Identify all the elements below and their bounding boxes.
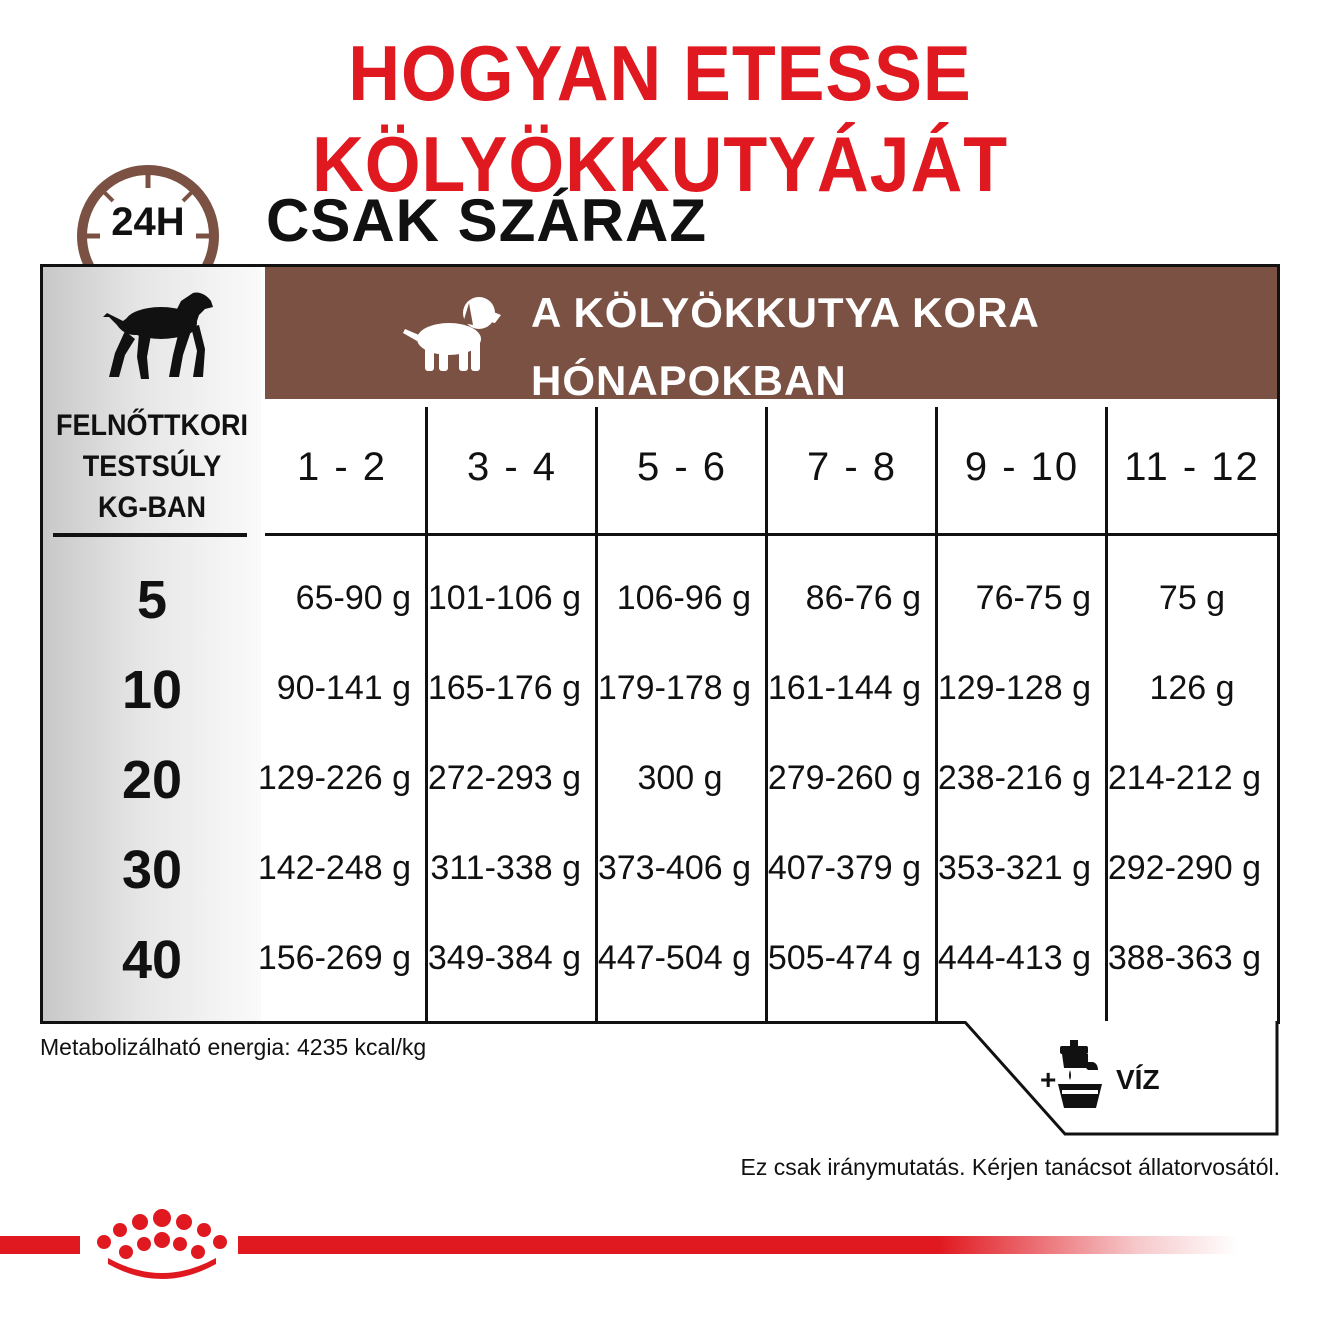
age-header-line-1: A KÖLYÖKKUTYA KORA — [531, 289, 1040, 336]
table-cell: 388-363 g — [1107, 939, 1261, 977]
table-cell: 214-212 g — [1107, 759, 1261, 797]
adult-dog-icon — [95, 287, 215, 383]
table-cell: 353-321 g — [937, 849, 1091, 887]
water-plus: + — [1040, 1064, 1057, 1095]
age-range-header: 11 - 12 — [1124, 445, 1260, 489]
age-range-header: 7 - 8 — [806, 445, 898, 489]
table-cell: 349-384 g — [427, 939, 581, 977]
brand-bar-right — [238, 1236, 1238, 1254]
table-cell: 65-90 g — [295, 579, 411, 617]
age-range-header: 5 - 6 — [636, 445, 728, 489]
feeding-table — [40, 264, 1280, 1024]
weight-header-line-3: KG-BAN — [98, 491, 206, 524]
royal-canin-crown-icon — [92, 1208, 232, 1282]
column-divider — [595, 407, 598, 1021]
header-divider — [265, 533, 1277, 536]
feeding-type-title: CSAK SZÁRAZ — [266, 187, 707, 254]
age-header-title — [531, 279, 1251, 415]
age-header — [265, 267, 1277, 404]
age-header-line-2: HÓNAPOKBAN — [531, 357, 847, 404]
table-cell: 272-293 g — [427, 759, 581, 797]
weight-value: 10 — [121, 660, 183, 720]
disclaimer: Ez csak iránymutatás. Kérjen tanácsot állatorvosától. — [740, 1154, 1280, 1180]
table-cell: 292-290 g — [1107, 849, 1261, 887]
clock-24h-icon — [72, 160, 224, 270]
water-label: VÍZ — [1116, 1064, 1160, 1095]
column-divider — [935, 407, 938, 1021]
table-cell: 447-504 g — [597, 939, 751, 977]
table-cell: 75 g — [1158, 579, 1226, 617]
column-divider — [425, 407, 428, 1021]
table-cell: 300 g — [637, 759, 723, 797]
age-range-header: 9 - 10 — [964, 445, 1080, 489]
column-divider — [1105, 407, 1108, 1021]
table-cell: 90-141 g — [276, 669, 411, 707]
table-cell: 238-216 g — [937, 759, 1091, 797]
table-cell: 179-178 g — [597, 669, 751, 707]
puppy-icon — [399, 293, 503, 375]
table-cell: 86-76 g — [805, 579, 921, 617]
weight-column — [43, 267, 261, 1021]
table-cell: 129-226 g — [257, 759, 411, 797]
table-cell: 126 g — [1149, 669, 1235, 707]
table-cell: 161-144 g — [767, 669, 921, 707]
energy-note: Metabolizálható energia: 4235 kcal/kg — [40, 1034, 427, 1060]
brand-bar-left — [0, 1236, 80, 1254]
weight-value: 30 — [121, 840, 183, 900]
table-cell: 129-128 g — [937, 669, 1091, 707]
weight-value: 5 — [136, 570, 168, 630]
weight-value: 20 — [121, 750, 183, 810]
clock-label: 24H — [111, 200, 185, 244]
page-title: HOGYAN ETESSE KÖLYÖKKUTYÁJÁT — [311, 29, 1009, 208]
weight-header-rule — [53, 533, 247, 537]
weight-header — [54, 405, 250, 528]
table-cell: 76-75 g — [975, 579, 1091, 617]
table-cell: 279-260 g — [767, 759, 921, 797]
column-divider — [765, 407, 768, 1021]
table-cell: 505-474 g — [767, 939, 921, 977]
weight-value: 40 — [121, 930, 183, 990]
table-cell: 101-106 g — [427, 579, 581, 617]
table-cell: 373-406 g — [597, 849, 751, 887]
age-range-header: 1 - 2 — [296, 445, 388, 489]
table-cell: 142-248 g — [257, 849, 411, 887]
weight-header-line-1: FELNŐTTKORI — [56, 409, 248, 442]
age-range-header: 3 - 4 — [466, 445, 558, 489]
table-cell: 106-96 g — [616, 579, 751, 617]
weight-header-line-2: TESTSÚLY — [82, 450, 222, 483]
table-cell: 165-176 g — [427, 669, 581, 707]
table-cell: 407-379 g — [767, 849, 921, 887]
table-cell: 311-338 g — [430, 849, 581, 887]
table-cell: 156-269 g — [257, 939, 411, 977]
table-cell: 444-413 g — [937, 939, 1091, 977]
